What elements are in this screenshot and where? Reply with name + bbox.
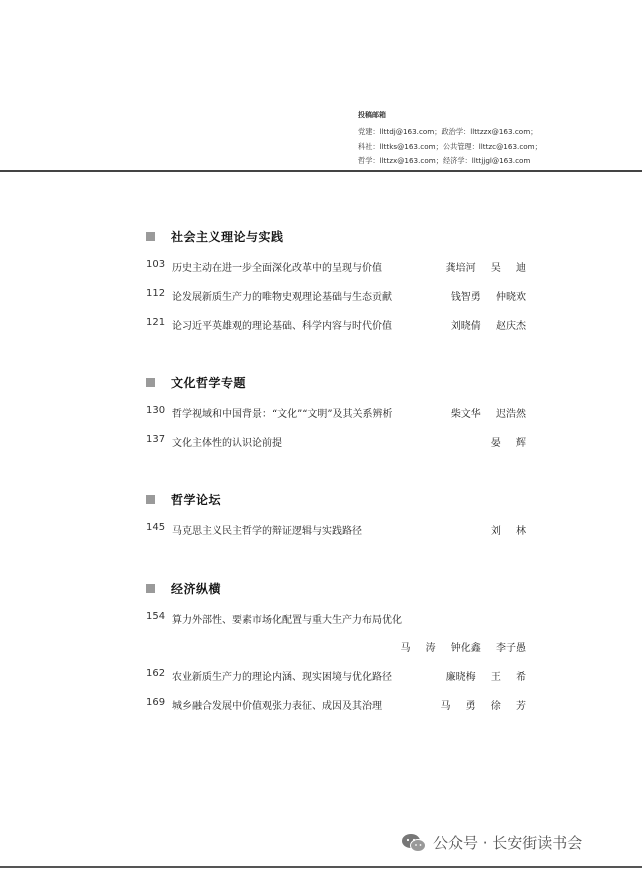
section-title: 经济纵横 bbox=[171, 581, 222, 596]
article-authors: 钱智勇 仲晓欢 bbox=[450, 292, 526, 303]
footer-divider bbox=[0, 866, 642, 868]
article-authors: 廉晓梅 王 希 bbox=[445, 672, 526, 683]
toc-entry-list bbox=[146, 611, 526, 726]
submission-email-title: 投稿邮箱 bbox=[358, 111, 386, 119]
square-bullet-icon bbox=[146, 378, 155, 387]
article-title: 城乡融合发展中价值观张力表征、成因及其治理 bbox=[172, 701, 382, 712]
section-title: 哲学论坛 bbox=[171, 492, 222, 507]
toc-entry[interactable] bbox=[146, 611, 526, 668]
article-title: 论习近平英雄观的理论基础、科学内容与时代价值 bbox=[172, 321, 392, 332]
article-title: 历史主动在进一步全面深化改革中的呈现与价值 bbox=[172, 263, 382, 274]
watermark-text: 公众号 · 长安街读书会 bbox=[433, 834, 583, 852]
article-title: 文化主体性的认识论前提 bbox=[172, 438, 282, 449]
section-header bbox=[146, 372, 246, 392]
article-authors: 晏 辉 bbox=[490, 438, 526, 449]
page-number: 154 bbox=[146, 611, 166, 622]
article-authors: 柴文华 迟浩然 bbox=[450, 409, 526, 420]
toc-entry[interactable] bbox=[146, 668, 526, 697]
section-header bbox=[146, 489, 221, 509]
toc-entry[interactable] bbox=[146, 288, 526, 317]
toc-entry[interactable] bbox=[146, 697, 526, 726]
article-authors: 马 涛 钟化鑫 李子愚 bbox=[400, 643, 526, 654]
wechat-icon bbox=[401, 833, 427, 853]
toc-entry[interactable] bbox=[146, 522, 526, 551]
email-line: 哲学：llttzx@163.com；经济学：llttjjgl@163.com bbox=[358, 156, 531, 165]
submission-email-block bbox=[358, 110, 542, 169]
square-bullet-icon bbox=[146, 584, 155, 593]
article-title: 农业新质生产力的理论内涵、现实困境与优化路径 bbox=[172, 672, 392, 683]
page-number: 145 bbox=[146, 522, 166, 533]
email-line: 党建：llttdj@163.com；政治学：llttzzx@163.com； bbox=[358, 127, 538, 136]
article-title: 论发展新质生产力的唯物史观理论基础与生态贡献 bbox=[172, 292, 392, 303]
toc-entry[interactable] bbox=[146, 405, 526, 434]
article-title: 哲学视域和中国背景：“文化”“文明”及其关系辨析 bbox=[172, 409, 393, 420]
page-number: 162 bbox=[146, 668, 166, 679]
article-authors: 龚培河 吴 迪 bbox=[445, 263, 526, 274]
section-header bbox=[146, 226, 284, 246]
toc-entry-list bbox=[146, 259, 526, 346]
page-number: 137 bbox=[146, 434, 166, 445]
section-title: 文化哲学专题 bbox=[171, 375, 247, 390]
square-bullet-icon bbox=[146, 232, 155, 241]
page-number: 121 bbox=[146, 317, 166, 328]
toc-entry-list bbox=[146, 405, 526, 463]
toc-entry-list bbox=[146, 522, 526, 551]
toc-section bbox=[146, 489, 221, 509]
article-title: 马克思主义民主哲学的辩证逻辑与实践路径 bbox=[172, 526, 362, 537]
toc-entry[interactable] bbox=[146, 434, 526, 463]
square-bullet-icon bbox=[146, 495, 155, 504]
toc-entry[interactable] bbox=[146, 259, 526, 288]
toc-section bbox=[146, 372, 246, 392]
article-authors: 刘 林 bbox=[490, 526, 526, 537]
section-header bbox=[146, 578, 221, 598]
article-authors: 马 勇 徐 芳 bbox=[440, 701, 526, 712]
article-authors: 刘晓倩 赵庆杰 bbox=[450, 321, 526, 332]
toc-entry[interactable] bbox=[146, 317, 526, 346]
page-number: 103 bbox=[146, 259, 166, 270]
page-number: 130 bbox=[146, 405, 166, 416]
toc-section bbox=[146, 226, 284, 246]
page-number: 112 bbox=[146, 288, 166, 299]
page-number: 169 bbox=[146, 697, 166, 708]
header-divider bbox=[0, 170, 642, 172]
section-title: 社会主义理论与实践 bbox=[171, 229, 284, 244]
wechat-watermark bbox=[401, 832, 582, 853]
article-title: 算力外部性、要素市场化配置与重大生产力布局优化 bbox=[172, 615, 402, 626]
email-line: 科社：llttks@163.com；公共管理：llttzc@163.com； bbox=[358, 141, 542, 151]
toc-section bbox=[146, 578, 221, 598]
